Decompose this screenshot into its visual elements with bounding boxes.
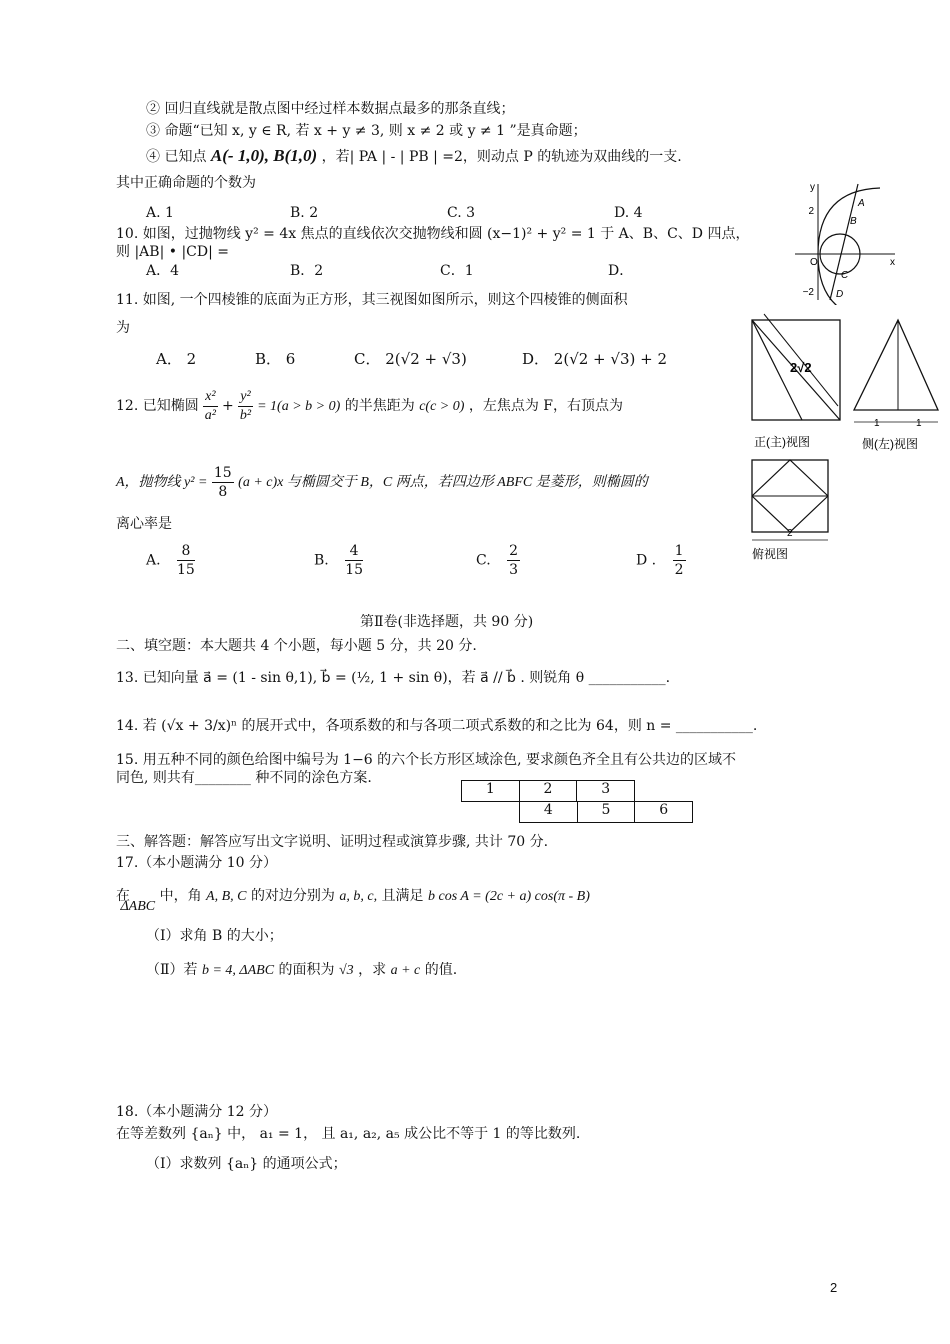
q15-cell-1: 1 <box>462 781 520 801</box>
q15-line1: 15. 用五种不同的颜色给图中编号为 1−6 的六个长方形区域涂色, 要求颜色齐全且有公共边的区域不 <box>116 752 737 768</box>
q11-option-a: A． 2 <box>156 350 197 368</box>
q15-grid <box>461 780 693 824</box>
q12-option-c: C. $\frac{2}{3}$ <box>476 543 519 578</box>
q9-option-b: B. 2 <box>290 205 319 221</box>
q17-header: 17.（本小题满分 10 分） <box>116 855 277 871</box>
q10-line1: 10. 如图，过抛物线 y² = 4x 焦点的直线依次交抛物线和圆 (x−1)² + y² = 1 于 A、B、C、D 四点， <box>116 226 750 242</box>
q18-line1: 在等差数列 {aₙ} 中， a₁ = 1， 且 a₁, a₂, a₅ 成公比不等于 1 的等比数列. <box>116 1126 581 1142</box>
q12-option-b: B. $\frac{4}{15}$ <box>314 543 364 578</box>
q10-figure <box>790 180 900 305</box>
q9-question: 其中正确命题的个数为 <box>116 175 256 191</box>
fill-in-header: 二、填空题：本大题共 4 个小题，每小题 5 分，共 20 分. <box>116 638 477 654</box>
q9-option-a: A. 1 <box>146 205 174 221</box>
q10-label-origin: O <box>810 257 818 268</box>
q15-cell-4: 4 <box>520 802 578 822</box>
q9-item4: ④ 已知点 A(- 1,0), B(1,0) ，若| PA | - | PB | =2，则动点 P 的轨迹为双曲线的一支. <box>146 146 682 165</box>
q11-line2: 为 <box>116 320 130 336</box>
q13: 13. 已知向量 a⃗ = (1 - sin θ,1), b⃗ = (½, 1 + sin θ)，若 a⃗ // b⃗ . 则锐角 θ ___________. <box>116 670 671 686</box>
q12-frac-x: $\frac{\text{x²}}{\text{a²}}$ <box>204 388 216 423</box>
q17-part1: （Ⅰ）求角 B 的大小； <box>146 928 283 944</box>
q11-caption-front: 正(主)视图 <box>754 435 810 449</box>
q10-label-y: y <box>810 182 815 193</box>
q10-label-C: C <box>841 270 849 281</box>
q10-line <box>830 184 858 300</box>
q11-caption-side: 侧(左)视图 <box>862 437 918 451</box>
q10-label-neg2: −2 <box>802 287 814 298</box>
q15-line2: 同色, 则共有________ 种不同的涂色方案. <box>116 770 372 786</box>
q9-points: A(- 1,0), B(1,0) <box>210 146 318 165</box>
q14: 14. 若 (√x + 3/x)ⁿ 的展开式中，各项系数的和与各项二项式系数的和之比为 64，则 n = ___________. <box>116 718 758 734</box>
q10-label-x: x <box>890 257 895 268</box>
q10-line2: 则 |AB| • |CD| = <box>116 244 229 260</box>
section3-header: 三、解答题：解答应写出文字说明、证明过程或演算步骤, 共计 70 分. <box>116 834 549 850</box>
q11-line1: 11. 如图, 一个四棱锥的底面为正方形，其三视图如图所示，则这个四棱锥的侧面积 <box>116 292 628 308</box>
q17-statement: 在 ΔABC 中，角 A, B, C 的对边分别为 a, b, c, 且满足 b cos A = (2c + a) cos(π - B) <box>116 888 590 914</box>
q10-option-c: C．1 <box>440 263 474 279</box>
q12-line1: 12. 已知椭圆 $\frac{\text{x²}}{\text{a²}}$ + $\frac{\text{y²}}{\text{b²}}$ = 1(a > b > 0) 的半焦距为 c(c > 0) ，左焦点为 F，右顶点为 <box>116 388 624 423</box>
q12-line3: 离心率是 <box>116 516 172 532</box>
q10-option-d: D． <box>608 263 634 279</box>
q11-dim-side-left: 1 <box>874 418 880 429</box>
q10-option-b: B．2 <box>290 263 324 279</box>
q10-option-a: A．4 <box>146 263 180 279</box>
q15-cell-5: 5 <box>578 802 636 822</box>
q12-option-d: D . $\frac{1}{2}$ <box>636 543 684 578</box>
q11-option-c: C． 2(√2 + √3) <box>354 350 467 368</box>
q15-cell-6: 6 <box>659 802 669 818</box>
q12-line2: A，抛物线 y² = $\frac{15}{8}$ (a + c)x 与椭圆交于 B，C 两点，若四边形 ABFC 是菱形，则椭圆的 <box>116 464 648 500</box>
q10-label-2: 2 <box>808 206 814 217</box>
q15-cell-3: 3 <box>601 781 611 797</box>
q11-dim-side-right: 1 <box>916 418 922 429</box>
q11-option-b: B． 6 <box>255 350 296 368</box>
q10-label-D: D <box>836 289 844 300</box>
q10-label-B: B <box>850 216 857 227</box>
q10-label-A: A <box>858 198 865 209</box>
q12-frac-15-8: $\frac{15}{8}$ <box>213 464 232 500</box>
q12-option-a: A. $\frac{8}{15}$ <box>146 543 195 578</box>
q11-dim-front: 2√2 <box>790 360 812 375</box>
q11-figure <box>742 310 942 565</box>
q9-item2: ② 回归直线就是散点图中经过样本数据点最多的那条直线； <box>146 101 515 117</box>
section2-title: 第Ⅱ卷(非选择题，共 90 分) <box>360 614 534 630</box>
q15-cell-2: 2 <box>520 781 578 801</box>
q10-parabola <box>818 188 880 305</box>
q9-option-d: D. 4 <box>614 205 643 221</box>
q11-option-d: D． 2(√2 + √3) + 2 <box>522 350 667 368</box>
q17-part2: （Ⅱ）若 b = 4, ΔABC 的面积为 √3 ，求 a + c 的值. <box>146 962 458 978</box>
page-number: 2 <box>830 1280 838 1295</box>
q18-part1: （Ⅰ）求数列 {aₙ} 的通项公式； <box>146 1156 347 1172</box>
q9-option-c: C. 3 <box>447 205 476 221</box>
q11-dim-top: 2 <box>787 528 793 539</box>
q9-item3: ③ 命题“已知 x, y ∈ R, 若 x + y ≠ 3, 则 x ≠ 2 或 y ≠ 1 ”是真命题； <box>146 123 587 139</box>
q18-header: 18.（本小题满分 12 分） <box>116 1104 277 1120</box>
q11-caption-top: 俯视图 <box>752 547 789 561</box>
q12-frac-y: $\frac{\text{y²}}{\text{b²}}$ <box>239 388 252 423</box>
